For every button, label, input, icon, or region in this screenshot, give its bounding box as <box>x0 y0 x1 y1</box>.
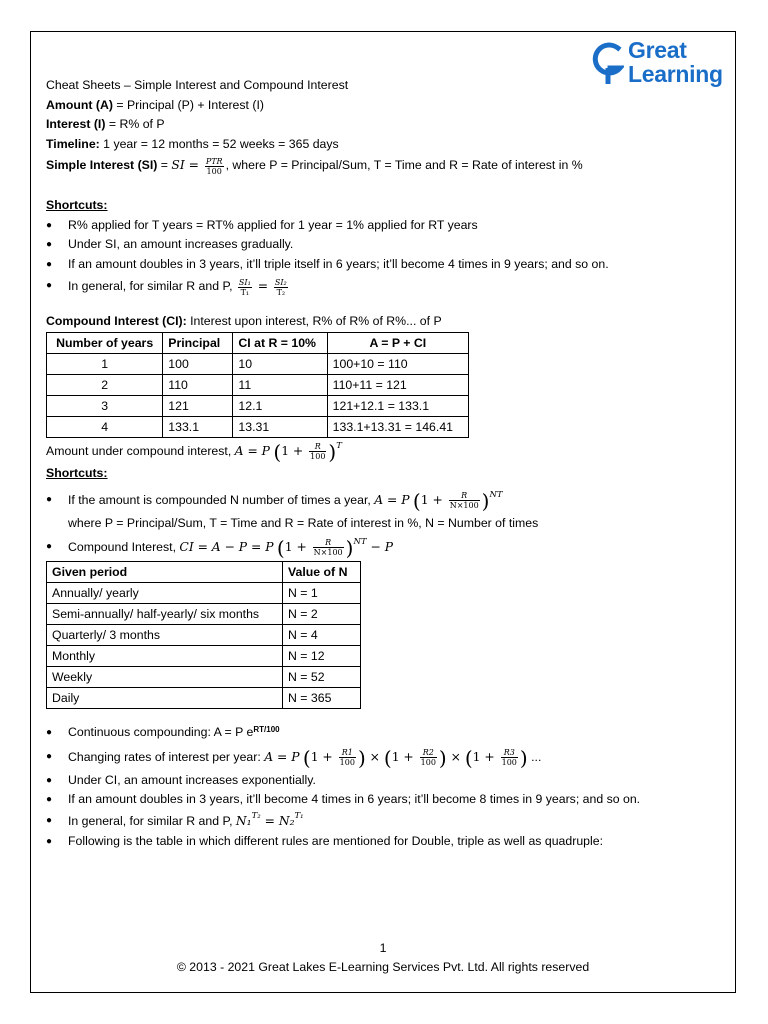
amount-exponent: T <box>336 440 342 451</box>
table-cell: 12.1 <box>233 395 327 416</box>
si-numerator: PTR <box>205 156 223 166</box>
list-item: ● If an amount doubles in 3 years, it’ll become 4 times in 6 years; it’ll become 8 times in 9 years; and so on. <box>46 790 726 810</box>
list-item <box>46 810 726 832</box>
item2-exponent: NT <box>353 537 367 548</box>
changing-formula: A = P <box>264 749 300 764</box>
table-header: Given period <box>47 562 283 583</box>
ci-text: Interest upon interest, R% of R% of R%... of P <box>186 314 442 329</box>
si-ratio-2-num: SI₂ <box>274 277 287 287</box>
item2-formula: CI = A − P = P <box>179 540 274 555</box>
table-row <box>47 395 469 416</box>
list-item <box>46 486 726 514</box>
page-title: Cheat Sheets – Simple Interest and Compound Interest <box>46 78 349 92</box>
si-shortcuts-list <box>46 216 726 299</box>
list-item <box>46 533 726 561</box>
ci-amount-formula <box>46 438 726 464</box>
item2-den: N×100 <box>313 548 343 558</box>
table-cell: 2 <box>47 374 163 395</box>
timeline-label: Timeline: <box>46 136 100 151</box>
si-label: Simple Interest (SI) <box>46 158 158 173</box>
general-prefix: In general, for similar R and P, <box>68 279 236 294</box>
table-cell: N = 2 <box>283 604 361 625</box>
table-cell: 133.1+13.31 = 146.41 <box>327 416 468 437</box>
item1-exponent: NT <box>489 489 503 500</box>
amount-den: 100 <box>310 452 326 462</box>
close-paren: ) <box>519 745 528 770</box>
item1-formula: A = P <box>374 492 410 507</box>
r2-fraction <box>420 748 437 767</box>
list-item: ● Under CI, an amount increases exponentially. <box>46 771 726 791</box>
list-item: ● R% applied for T years = RT% applied for 1 year = 1% applied for RT years <box>46 216 726 236</box>
interest-label: Interest (I) <box>46 117 106 132</box>
item2-prefix: Compound Interest, <box>68 540 180 555</box>
list-item: ● Under SI, an amount increases gradually. <box>46 235 726 255</box>
ci-more-list <box>46 723 726 851</box>
open-paren: ( <box>383 745 392 770</box>
list-item <box>46 723 726 743</box>
table-cell: N = 12 <box>283 646 361 667</box>
ci-label: Compound Interest (CI): <box>46 314 187 329</box>
si-ratio-2-den: T₂ <box>276 287 286 297</box>
table-cell: N = 1 <box>283 583 361 604</box>
period-table <box>46 561 361 709</box>
one-plus: 1 + <box>284 540 311 555</box>
table-cell: 13.31 <box>233 416 327 437</box>
item2-tail: − P <box>366 540 393 555</box>
general-prefix: In general, for similar R and P, <box>68 813 236 828</box>
r3-num: R3 <box>501 748 518 758</box>
table-cell: 110+11 = 121 <box>327 374 468 395</box>
table-cell: 3 <box>47 395 163 416</box>
ci-definition <box>46 312 726 332</box>
item2-num: R <box>313 538 344 548</box>
close-paren: ) <box>357 745 366 770</box>
ci-shortcuts-list-2 <box>46 533 726 561</box>
r1-fraction <box>339 748 356 767</box>
changing-prefix: Changing rates of interest per year: <box>68 749 265 764</box>
ratio-eq: = <box>253 279 272 294</box>
one-plus: 1 + <box>420 492 447 507</box>
changing-tail: ... <box>527 749 542 764</box>
open-paren: ( <box>302 745 311 770</box>
si-formula-lhs: SI = <box>171 158 203 173</box>
table-row <box>47 667 361 688</box>
si-definition <box>46 154 726 176</box>
spacer <box>46 298 726 312</box>
close-paren: ) <box>328 439 337 464</box>
spacer <box>46 176 726 196</box>
si-ratio-1-num: SI₁ <box>238 277 251 287</box>
r1-den: 100 <box>339 757 355 767</box>
table-cell: N = 365 <box>283 688 361 709</box>
table-cell: 121+12.1 = 133.1 <box>327 395 468 416</box>
logo-line1: Great <box>628 37 687 63</box>
amount-formula: A = P <box>234 443 270 458</box>
open-paren: ( <box>464 745 473 770</box>
ci-example-table <box>46 332 469 438</box>
timeline-definition <box>46 135 726 155</box>
r3-fraction <box>501 748 518 767</box>
table-cell: 11 <box>233 374 327 395</box>
one-plus: 1 + <box>310 749 337 764</box>
table-cell: Monthly <box>47 646 283 667</box>
table-cell: Annually/ yearly <box>47 583 283 604</box>
one-plus: 1 + <box>281 443 308 458</box>
list-item <box>46 274 726 298</box>
amount-num: R <box>309 442 326 452</box>
table-cell: 4 <box>47 416 163 437</box>
table-row <box>47 416 469 437</box>
table-cell: Daily <box>47 688 283 709</box>
r3-den: 100 <box>501 757 517 767</box>
open-paren: ( <box>276 535 285 560</box>
table-row <box>47 374 469 395</box>
table-cell: N = 4 <box>283 625 361 646</box>
table-row <box>47 688 361 709</box>
one-plus: 1 + <box>472 749 499 764</box>
si-ratio-1 <box>238 278 252 297</box>
item1-fraction <box>449 491 480 510</box>
si-rest: , where P = Principal/Sum, T = Time and R = Rate of interest in % <box>225 158 583 173</box>
ci-shortcuts-list <box>46 486 726 514</box>
list-item: ● If an amount doubles in 3 years, it’ll triple itself in 6 years; it’ll become 4 times in 9 years; and so on. <box>46 255 726 275</box>
table-header: CI at R = 10% <box>233 332 327 353</box>
page-number: 1 <box>379 941 387 955</box>
table-row <box>47 646 361 667</box>
spacer <box>46 709 726 723</box>
continuous-exponent: RT/100 <box>253 725 280 735</box>
table-cell: 100 <box>163 353 233 374</box>
table-row <box>47 625 361 646</box>
si-ratio-1-den: T₁ <box>240 287 250 297</box>
table-cell: 121 <box>163 395 233 416</box>
table-row <box>47 353 469 374</box>
item1-prefix: If the amount is compounded N number of times a year, <box>68 492 375 507</box>
si-eq: = <box>157 158 172 173</box>
si-shortcuts-heading-text: Shortcuts: <box>46 197 108 212</box>
r2-num: R2 <box>420 748 437 758</box>
timeline-text: 1 year = 12 months = 52 weeks = 365 days <box>99 136 339 151</box>
item1-den: N×100 <box>449 500 479 510</box>
si-fraction <box>205 157 224 176</box>
table-header: Value of N <box>283 562 361 583</box>
table-header: A = P + CI <box>327 332 468 353</box>
list-item <box>46 743 726 771</box>
amount-fraction <box>309 442 326 461</box>
open-paren: ( <box>273 439 282 464</box>
amount-label: Amount (A) <box>46 97 113 112</box>
list-item: ● Following is the table in which different rules are mentioned for Double, triple as well as quadruple: <box>46 832 726 852</box>
general-exp2: T₁ <box>294 810 304 821</box>
item1-where: where P = Principal/Sum, T = Time and R = Rate of interest in %, N = Number of times <box>68 515 539 530</box>
interest-definition <box>46 115 726 135</box>
amount-definition <box>46 96 726 116</box>
table-cell: 110 <box>163 374 233 395</box>
continuous-text: Continuous compounding: A = P e <box>68 725 254 740</box>
general-eq: = N₂ <box>260 813 295 828</box>
si-shortcuts-heading <box>46 196 726 216</box>
times: × <box>446 749 465 764</box>
amount-prefix: Amount under compound interest, <box>46 443 235 458</box>
table-cell: 10 <box>233 353 327 374</box>
table-header: Number of years <box>47 332 163 353</box>
document-body <box>46 76 726 852</box>
table-cell: 100+10 = 110 <box>327 353 468 374</box>
table-header-row <box>47 332 469 353</box>
si-ratio-2 <box>274 278 288 297</box>
copyright-footer: © 2013 - 2021 Great Lakes E-Learning Services Pvt. Ltd. All rights reserved <box>176 960 590 974</box>
item2-fraction <box>313 538 344 557</box>
item1-num: R <box>449 491 480 501</box>
general-formula: N₁ <box>235 813 252 828</box>
amount-text: = Principal (P) + Interest (I) <box>112 97 264 112</box>
table-cell: Quarterly/ 3 months <box>47 625 283 646</box>
table-header-row <box>47 562 361 583</box>
table-row <box>47 604 361 625</box>
close-paren: ) <box>481 488 490 513</box>
table-row <box>47 583 361 604</box>
interest-text: = R% of P <box>105 117 165 132</box>
times: × <box>365 749 384 764</box>
close-paren: ) <box>345 535 354 560</box>
table-cell: N = 52 <box>283 667 361 688</box>
table-header: Principal <box>163 332 233 353</box>
logo-line2: Learning <box>628 61 723 87</box>
ci-shortcuts-heading <box>46 464 726 484</box>
ci-shortcuts-heading-text: Shortcuts: <box>46 465 108 480</box>
r2-den: 100 <box>420 757 436 767</box>
table-cell: 133.1 <box>163 416 233 437</box>
r1-num: R1 <box>339 748 356 758</box>
general-exp1: T₂ <box>251 810 261 821</box>
one-plus: 1 + <box>391 749 418 764</box>
table-cell: Weekly <box>47 667 283 688</box>
table-cell: 1 <box>47 353 163 374</box>
close-paren: ) <box>438 745 447 770</box>
si-denominator: 100 <box>206 166 222 176</box>
table-cell: Semi-annually/ half-yearly/ six months <box>47 604 283 625</box>
open-paren: ( <box>412 488 421 513</box>
